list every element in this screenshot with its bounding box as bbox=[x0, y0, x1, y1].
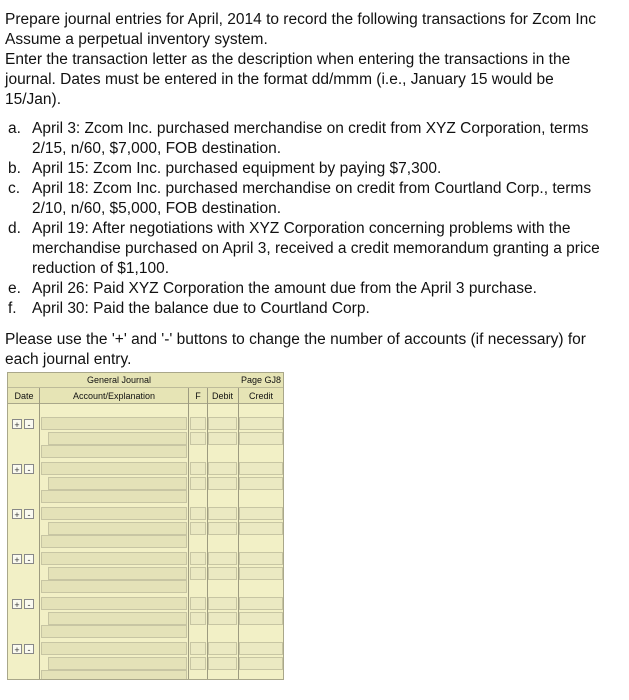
explanation-field[interactable] bbox=[41, 580, 187, 593]
journal-title: General Journal bbox=[86, 375, 152, 385]
transaction-text: April 15: Zcom Inc. purchased equipment by paying $7,300. bbox=[32, 160, 442, 177]
account-field[interactable] bbox=[41, 507, 187, 520]
general-journal bbox=[7, 372, 284, 680]
journal-entry bbox=[8, 548, 283, 593]
intro-paragraph bbox=[5, 10, 629, 110]
entry-controls bbox=[12, 509, 34, 519]
folio-field[interactable] bbox=[190, 417, 206, 430]
folio-field[interactable] bbox=[190, 552, 206, 565]
journal-entry bbox=[8, 593, 283, 638]
column-header-date: Date bbox=[14, 391, 34, 401]
debit-field[interactable] bbox=[208, 477, 237, 490]
account-field[interactable] bbox=[48, 567, 187, 580]
transaction-letter: e. bbox=[8, 280, 21, 297]
debit-field[interactable] bbox=[208, 462, 237, 475]
debit-field[interactable] bbox=[208, 552, 237, 565]
credit-field[interactable] bbox=[239, 477, 283, 490]
entry-controls bbox=[12, 419, 34, 429]
transaction-item bbox=[5, 179, 629, 219]
journal-entry bbox=[8, 458, 283, 503]
remove-account-button[interactable]: - bbox=[24, 599, 34, 609]
intro-line: Prepare journal entries for April, 2014 to record the following transactions for Zcom Inc bbox=[5, 11, 597, 28]
journal-entry bbox=[8, 413, 283, 458]
remove-account-button[interactable]: - bbox=[24, 509, 34, 519]
instruction-note bbox=[5, 330, 629, 370]
journal-entry bbox=[8, 638, 283, 680]
credit-field[interactable] bbox=[239, 507, 283, 520]
remove-account-button[interactable]: - bbox=[24, 419, 34, 429]
journal-column-headers bbox=[8, 388, 283, 404]
credit-field[interactable] bbox=[239, 597, 283, 610]
transaction-item bbox=[5, 299, 629, 319]
debit-field[interactable] bbox=[208, 432, 237, 445]
account-field[interactable] bbox=[48, 522, 187, 535]
debit-field[interactable] bbox=[208, 642, 237, 655]
transaction-text: reduction of $1,100. bbox=[32, 260, 170, 277]
folio-field[interactable] bbox=[190, 462, 206, 475]
transaction-item bbox=[5, 159, 629, 179]
journal-entry bbox=[8, 503, 283, 548]
transaction-item bbox=[5, 119, 629, 159]
folio-field[interactable] bbox=[190, 612, 206, 625]
instructions bbox=[5, 10, 629, 370]
journal-title-bar bbox=[8, 373, 283, 388]
add-account-button[interactable]: + bbox=[12, 509, 22, 519]
add-account-button[interactable]: + bbox=[12, 419, 22, 429]
transaction-item bbox=[5, 279, 629, 299]
remove-account-button[interactable]: - bbox=[24, 464, 34, 474]
transaction-text: merchandise purchased on April 3, received a credit memorandum granting a price bbox=[32, 240, 600, 257]
credit-field[interactable] bbox=[239, 642, 283, 655]
credit-field[interactable] bbox=[239, 417, 283, 430]
transaction-letter: f. bbox=[8, 300, 17, 317]
credit-field[interactable] bbox=[239, 657, 283, 670]
column-header-debit: Debit bbox=[211, 391, 233, 401]
remove-account-button[interactable]: - bbox=[24, 554, 34, 564]
account-field[interactable] bbox=[41, 552, 187, 565]
account-field[interactable] bbox=[48, 657, 187, 670]
column-header-f: F bbox=[195, 391, 201, 401]
account-field[interactable] bbox=[48, 432, 187, 445]
debit-field[interactable] bbox=[208, 567, 237, 580]
explanation-field[interactable] bbox=[41, 445, 187, 458]
entry-controls bbox=[12, 464, 34, 474]
add-account-button[interactable]: + bbox=[12, 464, 22, 474]
note-line: Please use the '+' and '-' buttons to change the number of accounts (if necessary) for bbox=[5, 331, 586, 348]
credit-field[interactable] bbox=[239, 432, 283, 445]
remove-account-button[interactable]: - bbox=[24, 644, 34, 654]
add-account-button[interactable]: + bbox=[12, 644, 22, 654]
folio-field[interactable] bbox=[190, 507, 206, 520]
account-field[interactable] bbox=[41, 597, 187, 610]
explanation-field[interactable] bbox=[41, 670, 187, 680]
transaction-item bbox=[5, 219, 629, 279]
journal-page-label: Page GJ8 bbox=[240, 375, 281, 385]
intro-line: Enter the transaction letter as the description when entering the transactions in the bbox=[5, 51, 571, 68]
explanation-field[interactable] bbox=[41, 490, 187, 503]
transaction-letter: c. bbox=[8, 180, 21, 197]
credit-field[interactable] bbox=[239, 522, 283, 535]
intro-line: Assume a perpetual inventory system. bbox=[5, 31, 268, 48]
account-field[interactable] bbox=[48, 612, 187, 625]
entry-controls bbox=[12, 554, 34, 564]
folio-field[interactable] bbox=[190, 657, 206, 670]
column-header-account: Account/Explanation bbox=[72, 391, 156, 401]
folio-field[interactable] bbox=[190, 597, 206, 610]
transaction-letter: a. bbox=[8, 120, 21, 137]
column-header-credit: Credit bbox=[248, 391, 273, 401]
transaction-letter: d. bbox=[8, 220, 21, 237]
transaction-text: 2/15, n/60, $7,000, FOB destination. bbox=[32, 140, 282, 157]
debit-field[interactable] bbox=[208, 522, 237, 535]
folio-field[interactable] bbox=[190, 642, 206, 655]
account-field[interactable] bbox=[41, 642, 187, 655]
account-field[interactable] bbox=[41, 417, 187, 430]
entry-controls bbox=[12, 599, 34, 609]
folio-field[interactable] bbox=[190, 567, 206, 580]
transaction-text: April 18: Zcom Inc. purchased merchandise on credit from Courtland Corp., terms bbox=[32, 180, 592, 197]
add-account-button[interactable]: + bbox=[12, 599, 22, 609]
debit-field[interactable] bbox=[208, 612, 237, 625]
transaction-text: April 3: Zcom Inc. purchased merchandise on credit from XYZ Corporation, terms bbox=[32, 120, 589, 137]
debit-field[interactable] bbox=[208, 417, 237, 430]
intro-line: journal. Dates must be entered in the format dd/mmm (i.e., January 15 would be bbox=[5, 71, 554, 88]
explanation-field[interactable] bbox=[41, 535, 187, 548]
account-field[interactable] bbox=[41, 462, 187, 475]
debit-field[interactable] bbox=[208, 507, 237, 520]
explanation-field[interactable] bbox=[41, 625, 187, 638]
transaction-text: April 26: Paid XYZ Corporation the amount due from the April 3 purchase. bbox=[32, 280, 537, 297]
credit-field[interactable] bbox=[239, 567, 283, 580]
debit-field[interactable] bbox=[208, 597, 237, 610]
entry-controls bbox=[12, 644, 34, 654]
debit-field[interactable] bbox=[208, 657, 237, 670]
transaction-text: April 19: After negotiations with XYZ Corporation concerning problems with the bbox=[32, 220, 571, 237]
folio-field[interactable] bbox=[190, 477, 206, 490]
transaction-letter: b. bbox=[8, 160, 21, 177]
transaction-text: 2/10, n/60, $5,000, FOB destination. bbox=[32, 200, 282, 217]
folio-field[interactable] bbox=[190, 432, 206, 445]
credit-field[interactable] bbox=[239, 612, 283, 625]
transaction-list bbox=[5, 119, 629, 319]
account-field[interactable] bbox=[48, 477, 187, 490]
intro-line: 15/Jan). bbox=[5, 91, 62, 108]
transaction-text: April 30: Paid the balance due to Courtland Corp. bbox=[32, 300, 370, 317]
credit-field[interactable] bbox=[239, 552, 283, 565]
note-line: each journal entry. bbox=[5, 351, 132, 368]
credit-field[interactable] bbox=[239, 462, 283, 475]
folio-field[interactable] bbox=[190, 522, 206, 535]
add-account-button[interactable]: + bbox=[12, 554, 22, 564]
